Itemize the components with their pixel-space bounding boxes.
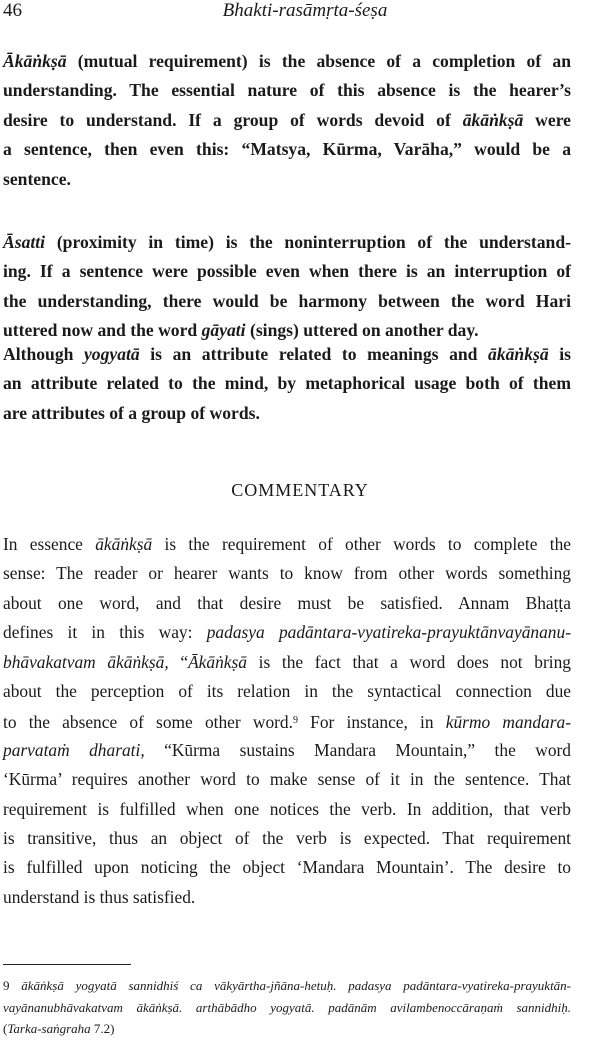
text-line bbox=[3, 369, 571, 398]
commentary-body bbox=[3, 530, 571, 912]
text: is the requirement of other words to complete the bbox=[152, 534, 571, 554]
text-line bbox=[3, 165, 571, 194]
italic-text: Tarka-saṅgraha bbox=[7, 1021, 91, 1036]
text-line bbox=[3, 795, 571, 824]
text-line bbox=[3, 530, 571, 559]
text: is transitive, thus an object of the verb is expected. That requirement bbox=[3, 827, 571, 848]
text-line bbox=[3, 340, 571, 369]
text-line bbox=[3, 257, 571, 286]
text-line bbox=[3, 765, 571, 794]
text: In essence bbox=[3, 534, 96, 554]
text-line bbox=[3, 706, 571, 735]
italic-text: ākāṅkṣā yogyatā sannidhiś ca vākyārtha-jñāna-hetuḥ. padasya padāntara-vyatireka-prayuktān- bbox=[21, 978, 572, 993]
text: (proximity in time) is the noninterruption of the understand- bbox=[45, 232, 571, 252]
text: “Kūrma sustains Mandara Mountain,” the word bbox=[144, 739, 571, 760]
italic-text: yogyatā bbox=[84, 344, 140, 364]
text: 7.2) bbox=[90, 1021, 115, 1036]
text: (sings) uttered on another day. bbox=[245, 320, 479, 341]
text: the understanding, there would be harmony between the word Hari bbox=[3, 290, 571, 311]
text-line bbox=[3, 559, 571, 588]
text: (mutual requirement) is the absence of a completion of an bbox=[66, 51, 571, 71]
italic-text: kūrmo mandara- bbox=[445, 712, 571, 733]
running-title: Bhakti-rasāmṛta-śeṣa bbox=[222, 0, 388, 21]
text-line bbox=[3, 853, 571, 882]
text: an attribute related to the mind, by metaphorical usage both of them bbox=[3, 373, 571, 394]
text: is an attribute related to meanings and bbox=[139, 344, 489, 364]
text-line bbox=[3, 399, 571, 428]
text: about the perception of its relation in the syntactical connection due bbox=[3, 680, 571, 701]
text-line bbox=[3, 736, 571, 765]
italic-text: Ākāṅkṣā bbox=[188, 651, 247, 672]
text-line bbox=[3, 589, 571, 618]
italic-text: ākāṅkṣā bbox=[488, 344, 549, 364]
text-line bbox=[3, 228, 571, 257]
text: ‘Kūrma’ requires another word to make sense of it in the sentence. That bbox=[3, 769, 571, 790]
text: defines it in this way: bbox=[3, 622, 207, 643]
text: is the fact that a word does not bring bbox=[246, 651, 571, 672]
footnote-rule bbox=[3, 964, 131, 965]
text: sense: The reader or hearer wants to know from other words something bbox=[3, 563, 571, 584]
italic-text: Ākāṅkṣā bbox=[3, 51, 67, 71]
text-line bbox=[3, 824, 571, 853]
text: is fulfilled upon noticing the object ‘Mandara Mountain’. The desire to bbox=[3, 857, 571, 878]
text-line bbox=[3, 106, 571, 135]
italic-text: Āsatti bbox=[3, 232, 46, 252]
text-line bbox=[3, 47, 571, 76]
text: understand is thus satisfied. bbox=[3, 886, 196, 907]
text: ( bbox=[3, 1021, 8, 1036]
paragraph-akanksa bbox=[3, 47, 571, 194]
italic-text: padasya padāntara-vyatireka-prayuktānvayānanu- bbox=[206, 622, 571, 643]
text-line bbox=[3, 1018, 571, 1040]
text-line bbox=[3, 677, 571, 706]
italic-text: ākāṅkṣā bbox=[95, 534, 153, 554]
text: 9 bbox=[3, 978, 22, 993]
text: desire to understand. If a group of words devoid of bbox=[3, 109, 463, 130]
text: a sentence, then even this: “Matsya, Kūrma, Varāha,” would be a bbox=[3, 139, 571, 160]
commentary-heading: COMMENTARY bbox=[231, 480, 369, 500]
text: to the absence of some other word. bbox=[3, 712, 293, 733]
paragraph-yogyata bbox=[3, 340, 571, 428]
italic-text: vayānanubhāvakatvam ākāṅkṣā. arthābādho yogyatā. padānām avilambenoccāraṇaṁ sannidhiḥ. bbox=[3, 999, 571, 1015]
text: is bbox=[548, 344, 571, 364]
text: sentence. bbox=[3, 168, 71, 189]
text-line bbox=[3, 975, 571, 997]
text-line bbox=[3, 883, 571, 912]
text-line bbox=[3, 648, 571, 677]
text-line bbox=[3, 618, 571, 647]
italic-text: parvataṁ dharati, bbox=[3, 739, 145, 760]
italic-text: gāyati bbox=[201, 320, 246, 341]
text: were bbox=[523, 109, 571, 130]
text: Although bbox=[3, 344, 84, 364]
footnote-ref: 9 bbox=[292, 715, 298, 727]
text: requirement is fulfilled when one notices the verb. In addition, that verb bbox=[3, 798, 571, 819]
footnote bbox=[3, 975, 571, 1040]
paragraph-asatti bbox=[3, 228, 571, 346]
italic-text: bhāvakatvam ākāṅkṣā, bbox=[3, 651, 169, 672]
text: “ bbox=[168, 651, 189, 672]
text: understanding. The essential nature of this absence is the hearer’s bbox=[3, 80, 571, 101]
text-line bbox=[3, 287, 571, 316]
text-line bbox=[3, 997, 571, 1019]
page-number: 46 bbox=[3, 0, 22, 21]
text: For instance, in bbox=[297, 712, 446, 733]
text: about one word, and that desire must be satisfied. Annam Bhaṭṭa bbox=[3, 592, 571, 613]
text: are attributes of a group of words. bbox=[3, 402, 260, 423]
italic-text: ākāṅkṣā bbox=[462, 109, 524, 130]
text: uttered now and the word bbox=[3, 320, 202, 341]
text: ing. If a sentence were possible even when there is an interruption of bbox=[3, 261, 571, 282]
text-line bbox=[3, 135, 571, 164]
text-line bbox=[3, 76, 571, 105]
